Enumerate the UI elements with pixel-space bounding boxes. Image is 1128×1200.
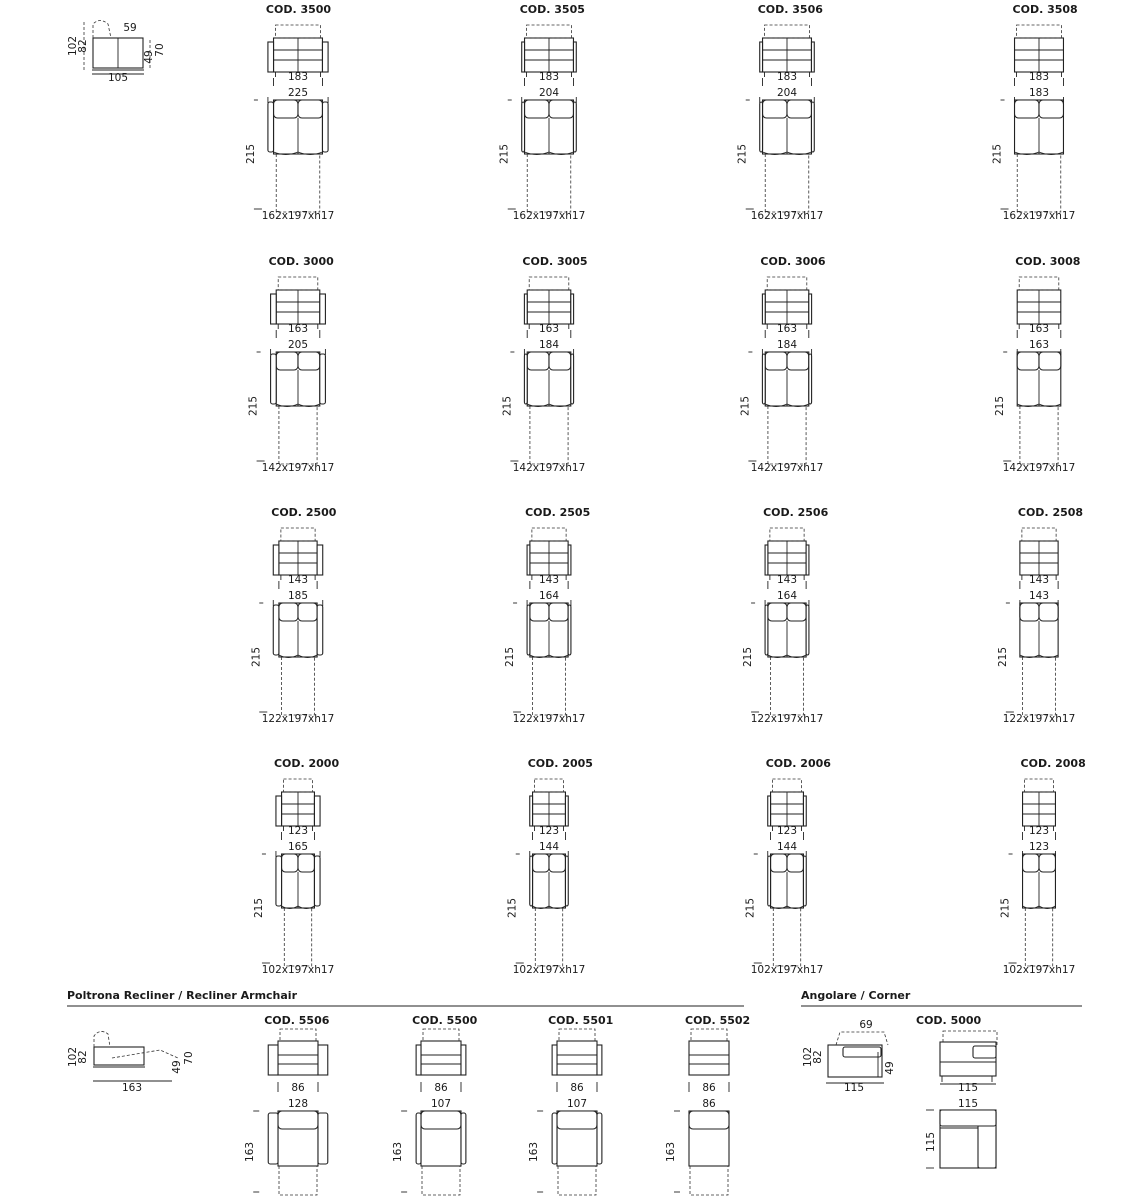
sofa-model-3005 xyxy=(501,255,587,474)
front-left-arm xyxy=(768,796,771,826)
bed-outline xyxy=(284,908,311,966)
plan-back-cushion-left xyxy=(276,352,298,370)
recliner-section-title: Poltrona Recliner / Recliner Armchair xyxy=(67,989,298,1002)
plan-back-cushion-left xyxy=(1020,603,1039,621)
recliner-plan-right-arm xyxy=(461,1113,466,1164)
inner-width-label: 163 xyxy=(538,323,560,335)
length-label: 215 xyxy=(744,897,757,919)
bed-size-label: 142x197xh17 xyxy=(750,462,824,474)
front-right-arm xyxy=(806,545,809,575)
recliner-model-code: COD. 5501 xyxy=(548,1014,614,1027)
corner-section xyxy=(801,989,1082,1168)
front-headrest-outline xyxy=(278,277,318,290)
plan-back-cushion-right xyxy=(298,100,322,118)
sofa-model-2500 xyxy=(250,506,337,725)
model-code: COD. 2006 xyxy=(765,757,831,770)
front-headrest-outline xyxy=(527,25,572,38)
bed-outline xyxy=(1020,406,1058,464)
recliner-plan-extension xyxy=(558,1166,596,1195)
corner-height-82: 82 xyxy=(812,1050,824,1064)
sofa-model-3006 xyxy=(739,255,826,474)
seat-depth-label: 59 xyxy=(123,22,137,34)
recliner-front-headrest xyxy=(423,1029,459,1041)
overall-width-label: 143 xyxy=(1028,590,1050,602)
plan-back-cushion-right xyxy=(787,100,811,118)
recliner-model-5501 xyxy=(528,1014,613,1195)
plan-right-arm xyxy=(806,605,809,655)
front-headrest-outline xyxy=(765,25,810,38)
plan-back-cushion-left xyxy=(1015,100,1039,118)
bed-outline xyxy=(533,657,566,715)
bed-size-label: 122x197xh17 xyxy=(261,713,335,725)
side-view-backrest xyxy=(93,21,111,39)
length-label: 215 xyxy=(996,646,1009,668)
length-label: 215 xyxy=(999,897,1012,919)
plan-right-arm xyxy=(322,102,328,152)
front-left-arm xyxy=(530,796,533,826)
sofa-model-3500 xyxy=(245,3,334,222)
bed-outline xyxy=(282,657,315,715)
recliner-model-code: COD. 5502 xyxy=(685,1014,751,1027)
front-headrest-outline xyxy=(529,277,569,290)
sofa-model-2506 xyxy=(742,506,829,725)
bed-size-label: 102x197xh17 xyxy=(261,964,335,976)
inner-width-label: 163 xyxy=(776,323,798,335)
recliner-inner-width: 86 xyxy=(570,1082,584,1094)
recliner-model-code: COD. 5500 xyxy=(412,1014,478,1027)
inner-width-label: 163 xyxy=(287,323,309,335)
plan-back-cushion-right xyxy=(549,854,565,872)
length-label: 215 xyxy=(250,646,263,668)
bed-outline xyxy=(276,154,320,212)
overall-width-label: 204 xyxy=(776,87,798,99)
sofa-model-3008 xyxy=(994,255,1080,474)
sofa-model-2508 xyxy=(997,506,1083,725)
model-code: COD. 2505 xyxy=(525,506,591,519)
recliner-front-left-arm xyxy=(552,1045,557,1075)
recliner-plan-extension xyxy=(690,1166,728,1195)
front-headrest-outline xyxy=(1025,779,1054,792)
bed-outline xyxy=(1023,657,1056,715)
model-code: COD. 2506 xyxy=(763,506,829,519)
side-height-label-70: 70 xyxy=(154,43,166,57)
model-code: COD. 3500 xyxy=(265,3,332,16)
recliner-plan-back xyxy=(278,1111,318,1129)
front-left-arm xyxy=(527,545,530,575)
recliner-length-label: 163 xyxy=(665,1141,677,1163)
length-label: 215 xyxy=(991,143,1004,165)
recliner-inner-width: 86 xyxy=(291,1082,305,1094)
overall-width-label: 183 xyxy=(1028,87,1050,99)
recliner-overall-width: 107 xyxy=(430,1098,452,1110)
recliner-front-left-arm xyxy=(416,1045,421,1075)
plan-right-arm xyxy=(809,354,812,404)
corner-side-view xyxy=(802,1019,896,1094)
sofa-model-2006 xyxy=(745,757,832,976)
bed-size-label: 122x197xh17 xyxy=(1002,713,1076,725)
inner-width-label: 143 xyxy=(287,574,309,586)
plan-back-cushion-left xyxy=(530,603,549,621)
bed-outline xyxy=(1017,154,1061,212)
overall-width-label: 165 xyxy=(287,841,309,853)
plan-back-cushion-left xyxy=(763,100,787,118)
plan-back-cushion-right xyxy=(549,100,573,118)
recliner-height-82: 82 xyxy=(77,1050,89,1064)
model-code: COD. 2500 xyxy=(271,506,337,519)
recliner-plan-left-arm xyxy=(552,1113,557,1164)
recliner-plan-back xyxy=(689,1111,729,1129)
plan-back-cushion-left xyxy=(525,100,549,118)
overall-width-label: 205 xyxy=(287,339,309,351)
plan-left-arm xyxy=(760,102,763,152)
bed-size-label: 142x197xh17 xyxy=(261,462,335,474)
model-code: COD. 3505 xyxy=(519,3,585,16)
model-code: COD. 2508 xyxy=(1017,506,1084,519)
recliner-front-right-arm xyxy=(461,1045,466,1075)
plan-back-cushion-right xyxy=(549,603,568,621)
length-label: 215 xyxy=(498,143,511,165)
bed-size-label: 142x197xh17 xyxy=(1002,462,1076,474)
bed-size-label: 102x197xh17 xyxy=(512,964,586,976)
overall-width-label: 185 xyxy=(287,590,309,602)
plan-back-cushion-left xyxy=(765,352,787,370)
bed-outline xyxy=(1025,908,1052,966)
model-code: COD. 3508 xyxy=(1012,3,1078,16)
bed-size-label: 162x197xh17 xyxy=(1002,210,1076,222)
front-left-arm xyxy=(760,42,763,72)
length-label: 215 xyxy=(739,395,752,417)
model-code: COD. 2008 xyxy=(1020,757,1086,770)
overall-width-label: 204 xyxy=(538,87,560,99)
model-code: COD. 3000 xyxy=(268,255,334,268)
recliner-plan-right-arm xyxy=(597,1113,602,1164)
recliner-section xyxy=(67,989,750,1195)
corner-section-title: Angolare / Corner xyxy=(801,989,911,1002)
bed-size-label: 122x197xh17 xyxy=(512,713,586,725)
corner-model-code: COD. 5000 xyxy=(916,1014,982,1027)
corner-side-cushion xyxy=(843,1047,881,1057)
bed-outline xyxy=(535,908,562,966)
plan-right-arm xyxy=(568,605,571,655)
inner-width-label: 123 xyxy=(287,825,309,837)
plan-back-cushion-left xyxy=(527,352,549,370)
front-right-arm xyxy=(317,545,323,575)
plan-back-cushion-right xyxy=(298,352,320,370)
plan-back-cushion-left xyxy=(1023,854,1039,872)
sofa-model-2000 xyxy=(253,757,340,976)
corner-side-back xyxy=(836,1032,888,1045)
sofa-model-3000 xyxy=(248,255,335,474)
front-left-arm xyxy=(268,42,274,72)
bed-size-label: 162x197xh17 xyxy=(750,210,824,222)
corner-model-5000 xyxy=(916,1014,997,1168)
front-headrest-outline xyxy=(535,779,564,792)
front-right-arm xyxy=(571,294,574,324)
plan-right-arm xyxy=(317,605,323,655)
inner-width-label: 123 xyxy=(776,825,798,837)
inner-width-label: 163 xyxy=(1028,323,1050,335)
inner-width-label: 183 xyxy=(538,71,560,83)
plan-back-cushion-left xyxy=(282,854,298,872)
depth-label: 105 xyxy=(107,72,129,84)
plan-right-arm xyxy=(320,354,326,404)
inner-width-label: 143 xyxy=(1028,574,1050,586)
length-label: 215 xyxy=(247,395,260,417)
recliner-plan-extension xyxy=(422,1166,460,1195)
front-right-arm xyxy=(568,545,571,575)
bed-outline xyxy=(771,657,804,715)
plan-right-arm xyxy=(565,856,568,906)
plan-back-cushion-right xyxy=(1039,854,1055,872)
front-headrest-outline xyxy=(770,528,804,541)
plan-back-cushion-right xyxy=(1039,603,1058,621)
front-headrest-outline xyxy=(773,779,802,792)
plan-left-arm xyxy=(276,856,282,906)
plan-back-cushion-right xyxy=(298,603,317,621)
plan-back-cushion-right xyxy=(549,352,571,370)
recliner-overall-width: 107 xyxy=(566,1098,588,1110)
length-label: 215 xyxy=(736,143,749,165)
plan-left-arm xyxy=(762,354,765,404)
model-code: COD. 2005 xyxy=(527,757,593,770)
recliner-front-body xyxy=(557,1041,597,1075)
inner-width-label: 183 xyxy=(776,71,798,83)
overall-width-label: 164 xyxy=(538,590,560,602)
corner-front-width: 115 xyxy=(957,1082,979,1094)
recliner-plan-right-arm xyxy=(318,1113,328,1164)
recliner-plan-back xyxy=(557,1111,597,1129)
recliner-plan-left-arm xyxy=(268,1113,278,1164)
corner-height-102: 102 xyxy=(802,1046,814,1068)
plan-left-arm xyxy=(527,605,530,655)
front-right-arm xyxy=(322,42,328,72)
length-label: 215 xyxy=(506,897,519,919)
front-headrest-outline xyxy=(767,277,807,290)
overall-width-label: 164 xyxy=(776,590,798,602)
bed-size-label: 142x197xh17 xyxy=(512,462,586,474)
recliner-front-right-arm xyxy=(318,1045,328,1075)
front-right-arm xyxy=(314,796,320,826)
plan-back-cushion-left xyxy=(279,603,298,621)
recliner-length-label: 163 xyxy=(392,1141,405,1163)
length-label: 215 xyxy=(994,395,1007,417)
plan-back-cushion-right xyxy=(787,352,809,370)
front-headrest-outline xyxy=(1022,528,1056,541)
front-right-arm xyxy=(811,42,814,72)
recliner-length-label: 163 xyxy=(528,1141,541,1163)
recliner-side-back xyxy=(94,1031,110,1047)
model-code: COD. 3006 xyxy=(760,255,826,268)
plan-left-arm xyxy=(273,605,279,655)
recliner-length-label: 163 xyxy=(244,1141,257,1163)
inner-width-label: 183 xyxy=(1028,71,1050,83)
front-headrest-outline xyxy=(1017,25,1062,38)
recliner-front-body xyxy=(421,1041,461,1075)
plan-left-arm xyxy=(271,354,277,404)
bed-outline xyxy=(765,154,809,212)
bed-outline xyxy=(279,406,317,464)
overall-width-label: 163 xyxy=(1028,339,1050,351)
plan-back-cushion-right xyxy=(298,854,314,872)
corner-top-width: 115 xyxy=(957,1098,979,1110)
recliner-inner-width: 86 xyxy=(434,1082,448,1094)
recliner-front-headrest xyxy=(280,1029,316,1041)
overall-width-label: 225 xyxy=(287,87,309,99)
recliner-side-height-49: 49 xyxy=(171,1060,183,1074)
plan-right-arm xyxy=(573,102,576,152)
bed-size-label: 122x197xh17 xyxy=(750,713,824,725)
recliner-side-height-70: 70 xyxy=(183,1051,195,1065)
inner-width-label: 143 xyxy=(538,574,560,586)
plan-back-cushion-left xyxy=(1017,352,1039,370)
front-right-arm xyxy=(320,294,326,324)
overall-width-label: 144 xyxy=(776,841,798,853)
model-code: COD. 2000 xyxy=(273,757,340,770)
bed-size-label: 102x197xh17 xyxy=(750,964,824,976)
corner-depth-label: 115 xyxy=(925,1131,937,1153)
front-left-arm xyxy=(276,796,282,826)
plan-back-cushion-right xyxy=(787,854,803,872)
model-code: COD. 3005 xyxy=(522,255,588,268)
inner-width-label: 123 xyxy=(1028,825,1050,837)
corner-width-label: 115 xyxy=(843,1082,865,1094)
front-right-arm xyxy=(809,294,812,324)
recliner-plan-back xyxy=(421,1111,461,1129)
front-headrest-outline xyxy=(1019,277,1059,290)
model-code: COD. 3008 xyxy=(1015,255,1081,268)
plan-back-cushion-right xyxy=(1039,100,1063,118)
overall-width-label: 184 xyxy=(538,339,560,351)
recliner-height-102: 102 xyxy=(67,1046,79,1068)
sofa-model-2005 xyxy=(507,757,593,976)
plan-back-cushion-right xyxy=(1039,352,1061,370)
plan-back-cushion-left xyxy=(768,603,787,621)
plan-back-cushion-left xyxy=(274,100,298,118)
side-height-label-49: 49 xyxy=(143,50,155,64)
height-label-102: 102 xyxy=(67,35,79,57)
length-label: 215 xyxy=(252,897,265,919)
recliner-front-body xyxy=(689,1041,729,1075)
plan-left-arm xyxy=(530,856,533,906)
model-code: COD. 3506 xyxy=(757,3,823,16)
bed-outline xyxy=(530,406,568,464)
length-label: 215 xyxy=(504,646,517,668)
overall-width-label: 184 xyxy=(776,339,798,351)
recliner-model-5502 xyxy=(665,1014,750,1195)
recliner-front-body xyxy=(278,1041,318,1075)
recliner-front-right-arm xyxy=(597,1045,602,1075)
recliner-front-headrest xyxy=(559,1029,595,1041)
front-headrest-outline xyxy=(281,528,315,541)
front-right-arm xyxy=(573,42,576,72)
recliner-model-5506 xyxy=(244,1014,330,1195)
recliner-overall-width: 86 xyxy=(702,1098,716,1110)
bed-size-label: 102x197xh17 xyxy=(1002,964,1076,976)
inner-width-label: 143 xyxy=(776,574,798,586)
plan-left-arm xyxy=(524,354,527,404)
recliner-side-body xyxy=(94,1047,144,1065)
overall-width-label: 123 xyxy=(1028,841,1050,853)
corner-front-arm xyxy=(973,1046,996,1058)
front-headrest-outline xyxy=(532,528,566,541)
bed-outline xyxy=(527,154,571,212)
recliner-plan-left-arm xyxy=(416,1113,421,1164)
sofa-model-3508 xyxy=(992,3,1078,222)
reference-side-view xyxy=(67,21,166,85)
plan-right-arm xyxy=(314,856,320,906)
recliner-front-headrest xyxy=(691,1029,727,1041)
corner-seat-depth: 69 xyxy=(859,1019,873,1031)
plan-back-cushion-left xyxy=(533,854,549,872)
length-label: 215 xyxy=(501,395,514,417)
front-left-arm xyxy=(762,294,765,324)
plan-left-arm xyxy=(768,856,771,906)
recliner-inner-width: 86 xyxy=(702,1082,716,1094)
front-left-arm xyxy=(524,294,527,324)
front-headrest-outline xyxy=(284,779,313,792)
height-label-82: 82 xyxy=(77,39,89,53)
recliner-overall-width: 128 xyxy=(287,1098,309,1110)
plan-right-arm xyxy=(803,856,806,906)
front-headrest-outline xyxy=(276,25,321,38)
plan-right-arm xyxy=(811,102,814,152)
plan-left-arm xyxy=(765,605,768,655)
front-left-arm xyxy=(765,545,768,575)
recliner-model-5500 xyxy=(392,1014,478,1195)
front-left-arm xyxy=(273,545,279,575)
recliner-front-left-arm xyxy=(268,1045,278,1075)
plan-back-cushion-left xyxy=(771,854,787,872)
inner-width-label: 183 xyxy=(287,71,309,83)
recliner-plan-extension xyxy=(279,1166,317,1195)
front-right-arm xyxy=(803,796,806,826)
sofa-model-3506 xyxy=(737,3,824,222)
length-label: 215 xyxy=(742,646,755,668)
plan-left-arm xyxy=(522,102,525,152)
bed-size-label: 162x197xh17 xyxy=(261,210,335,222)
overall-width-label: 144 xyxy=(538,841,560,853)
sofa-model-2008 xyxy=(1000,757,1086,976)
length-label: 215 xyxy=(244,143,257,165)
recliner-depth-label: 163 xyxy=(121,1082,143,1094)
sofa-model-3505 xyxy=(499,3,586,222)
sofa-model-2505 xyxy=(504,506,590,725)
plan-left-arm xyxy=(268,102,274,152)
corner-plan-back-top xyxy=(940,1110,996,1126)
recliner-model-code: COD. 5506 xyxy=(264,1014,330,1027)
bed-size-label: 162x197xh17 xyxy=(512,210,586,222)
plan-right-arm xyxy=(571,354,574,404)
front-left-arm xyxy=(271,294,277,324)
bed-outline xyxy=(768,406,806,464)
plan-back-cushion-right xyxy=(787,603,806,621)
recliner-side-view xyxy=(67,1031,195,1094)
inner-width-label: 123 xyxy=(538,825,560,837)
front-left-arm xyxy=(522,42,525,72)
front-right-arm xyxy=(565,796,568,826)
bed-outline xyxy=(773,908,800,966)
corner-side-height-49: 49 xyxy=(884,1061,896,1075)
